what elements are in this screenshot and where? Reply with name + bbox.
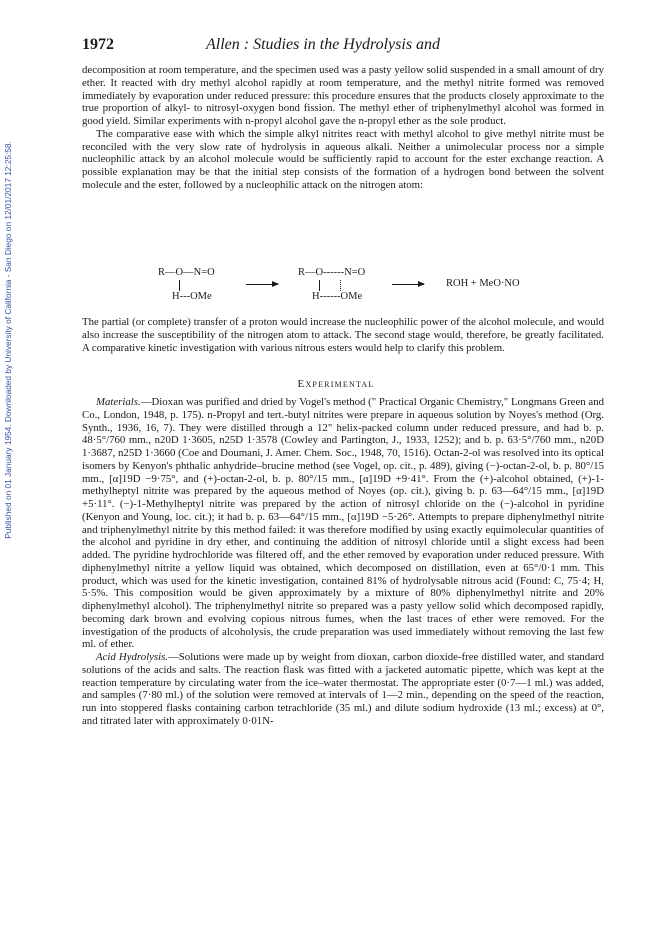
running-header [82,36,602,56]
scheme-bond-line [179,280,180,291]
running-title: Allen : Studies in the Hydrolysis and [206,36,441,53]
scheme-intermediate-bottom: H------OMe [312,291,363,302]
scheme-reactant-bottom: H---OMe [172,291,212,302]
scheme-dashed-bond [340,280,341,291]
paragraph-1: decomposition at room temperature, and the specimen used was a pasty yellow solid suspended in a small amount of dry ether. It reacted with dry methyl alcohol rapidly at room temperature, and the methyl nitrite formed was removed immediately by evaporation under reduced pressure: this procedure ensures that the products closely approximate to the true proportion of alkyl- to nitrosyl-oxygen bond fission. The methyl ether of triphenylmethyl alcohol was formed in good yield. Similar experiments with n-propyl alcohol gave the n-propyl ether as the sole product. [82,64,604,127]
reaction-arrow-2 [392,284,424,285]
materials-body: —Dioxan was purified and dried by Vogel's method (" Practical Organic Chemistry," Longmans Green and Co., London, 1948, p. 175). n-Propyl and tert.-butyl nitrites were prepare in aqueous solution by Noyes's method (Org. Synth., 1936, 16, 7). They were distilled through a 12" helix-packed column under reduced pressure, and had b. p. 48·5°/760 mm., n20D 1·3605, n25D 1·3578 (Cowley and Partington, J., 1933, 1252); and b. p. 63·5°/760 mm., n20D 1·3687, n25D 1·3660 (Coe and Doumani, J. Amer. Chem. Soc., 1948, 70, 1516). Octan-2-ol was resolved into its optical isomers by Kenyon's phthalic anhydride–brucine method (see Vogel, op. cit., p. 489), giving (−)-octan-2-ol, b. p. 80°/15 mm., [α]19D −9·75°, and (+)-octan-2-ol, b. p. 80°/15 mm., [α]19D +9·41°. From the (+)-alcohol obtained, (+)-1-methylheptyl nitrite was prepared by the aqueous method of Noyes (op. cit.), giving b. p. 63—64°/15 mm., [α]19D +5·11°. (−)-1-Methylheptyl nitrite was prepared by the action of nitrosyl chloride on the (−)-alcohol in pyridine (Kenyon and Young, loc. cit.); it had b. p. 63—64°/15 mm., [α]19D −5·26°. Attempts to prepare diphenylmethyl nitrite and triphenylmethyl nitrite by this method failed: it was therefore modified by using exactly equimolecular quantities of the alcohol and pyridine in dry ether, and continuing the addition of nitrosyl chloride until a slight excess had been added. The pyridine hydrochloride was filtered off, and the ether removed by evaporation under reduced pressure. With diphenylmethyl nitrite a yellow liquid was obtained, which decomposed on distillation, even at 65°/0·1 mm. This product, which was used for the kinetic investigation, contained 81% of hydrolysable nitrous acid (Found: C, 75·4; H, 5·5%. This composition would be given approximately by a mixture of 80% diphenylmethyl nitrite and 20% diphenylmethyl alcohol). The triphenylmethyl nitrite so prepared was a pasty yellow solid which decomposed rapidly, becoming dark brown and evolving copious nitrous fumes, when the last traces of ether were removed. For the investigation of the products of alcoholysis, the crude preparation was used immediately without removing the last few ml. of ether. [82,396,604,651]
experimental-text [82,396,604,728]
intro-text [82,64,604,192]
materials-label: Materials. [96,396,141,408]
paragraph-2: The comparative ease with which the simple alkyl nitrites react with methyl alcohol to give methyl nitrite must be reconciled with the very slow rate of hydrolysis in aqueous alkali. Neither a unimolecular process nor a simple nucleophilic attack by an alcohol molecule would be sufficiently rapid to account for the ester exchange reaction. A possible explanation may be that the initial step consists of the formation of a hydrogen bond between the solvent molecule and the ester, followed by a nucleophilic attack on the nitrogen atom: [82,127,604,191]
discussion-text [82,316,604,354]
reaction-scheme [158,263,578,313]
acid-hydrolysis-paragraph [82,651,604,728]
paragraph-3: The partial (or complete) transfer of a proton would increase the nucleophilic power of the alcohol molecule, and would also increase the susceptibility of the nitrogen atom to attack. The second stage would, therefore, be greatly facilitated. A comparative kinetic investigation with various nitrous esters would help to clarify this problem. [82,316,604,354]
section-heading: Experimental [297,378,375,390]
materials-paragraph [82,396,604,651]
scheme-reactant-top: R—O—N=O [158,267,215,278]
download-notice: Published on 01 January 1954. Downloaded by University of California - San Diego on 12/01/2017 12:25:58. [3,141,13,539]
acid-hydrolysis-label: Acid Hydrolysis. [96,651,168,663]
scheme-products: ROH + MeO·NO [446,278,520,289]
scheme-bond-line-2 [319,280,320,291]
page-number: 1972 [82,36,114,53]
download-watermark [2,80,14,600]
acid-hydrolysis-body: —Solutions were made up by weight from dioxan, carbon dioxide-free distilled water, and standard solutions of the acids and salts. The reaction flask was fitted with a jacketed automatic pipette, which was kept at the reaction temperature by circulating water from the ice–water thermostat. The appropriate ester (0·7—1 ml.) was added, and samples (7·80 ml.) of the solution were removed at intervals of 1—2 min., depending on the speed of the reaction, run into stoppered flasks containing carbon tetrachloride (35 ml.) and dilute sodium hydroxide (13 ml.; excess) at 0°, and titrated later with approximately 0·01N- [82,651,604,727]
reaction-arrow-1 [246,284,278,285]
scheme-intermediate-top: R—O------N=O [298,267,366,278]
